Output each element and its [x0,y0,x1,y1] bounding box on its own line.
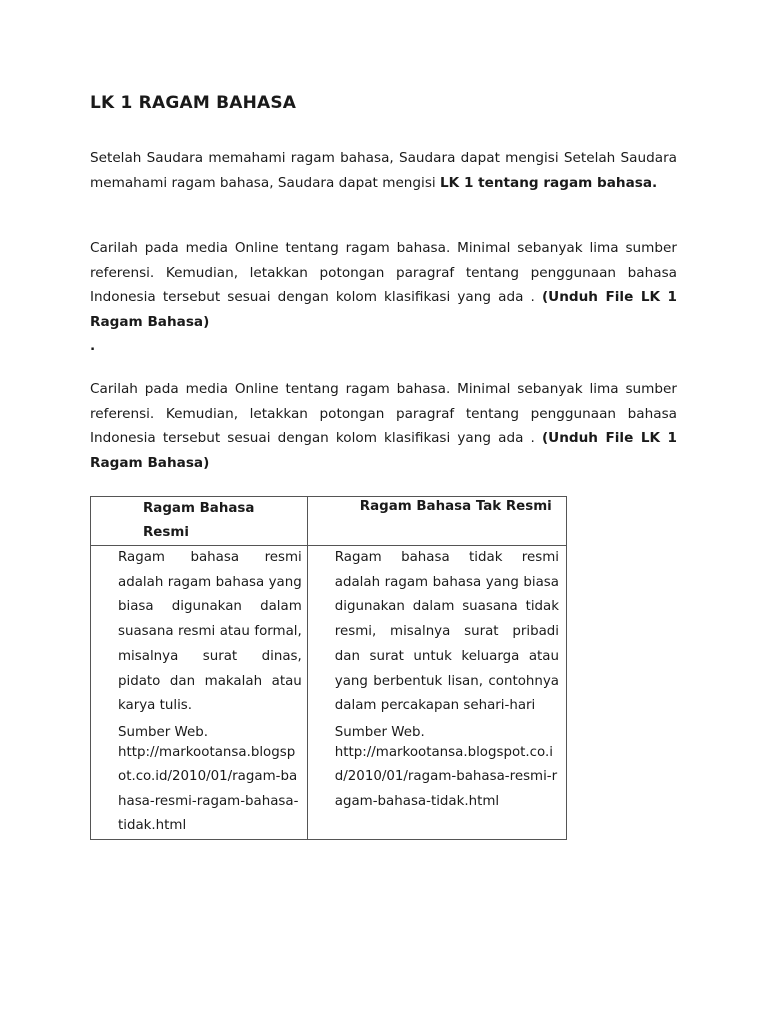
cell-ragam-tak-resmi [307,546,566,840]
intro-paragraph-bold: LK 1 tentang ragam bahasa. [440,174,658,191]
separator-dot: . [90,338,96,354]
instruction-paragraph-repeat [90,377,677,475]
resmi-source [118,725,302,839]
resmi-source-label: Sumber Web. [118,724,208,740]
instruction-paragraph [90,236,677,334]
instruction-download-link: (Unduh File LK 1 Ragam Bahasa) [90,289,677,330]
intro-paragraph-text: Setelah Saudara memahami ragam bahasa, Saudara dapat mengisi Setelah Saudara memahami ragam bahasa, Saudara dapat mengisi [90,150,677,191]
intro-paragraph [90,146,677,195]
tak-resmi-source-url: http://markootansa.blogspot.co.id/2010/01/ragam-bahasa-resmi-ragam-bahasa-tidak.html [334,744,558,809]
ragam-bahasa-table [90,496,567,840]
table-row [91,546,567,840]
instruction-repeat-download-link: (Unduh File LK 1 Ragam Bahasa) [90,430,677,471]
cell-ragam-resmi [91,546,308,840]
instruction-paragraph-repeat-text: Carilah pada media Online tentang ragam bahasa. Minimal sebanyak lima sumber referensi. Kemudian, letakkan potongan paragraf tentang penggunaan bahasa Indonesia tersebut sesuai dengan kolom klasifikasi yang ada . [90,381,677,446]
header-ragam-resmi: Ragam Bahasa Resmi [91,497,308,546]
resmi-source-url: http://markootansa.blogspot.co.id/2010/01/ragam-bahasa-resmi-ragam-bahasa-tidak.html [118,744,299,834]
header-ragam-tak-resmi: Ragam Bahasa Tak Resmi [307,497,566,546]
tak-resmi-source-label: Sumber Web. [334,724,425,740]
instruction-paragraph-text: Carilah pada media Online tentang ragam bahasa. Minimal sebanyak lima sumber referensi. Kemudian, letakkan potongan paragraf tentang penggunaan bahasa Indonesia tersebut sesuai dengan kolom klasifikasi yang ada . [90,240,677,305]
table-header-row [91,497,567,546]
tak-resmi-source [335,725,559,815]
resmi-description: Ragam bahasa resmi adalah ragam bahasa yang biasa digunakan dalam suasana resmi atau formal, misalnya surat dinas, pidato dan makalah atau karya tulis. [118,550,302,714]
tak-resmi-description: Ragam bahasa tidak resmi adalah ragam bahasa yang biasa digunakan dalam suasana tidak resmi, misalnya surat pribadi dan surat untuk keluarga atau yang berbentuk lisan, contohnya dalam percakapan sehari-hari [334,550,559,714]
document-title: LK 1 RAGAM BAHASA [90,93,297,113]
